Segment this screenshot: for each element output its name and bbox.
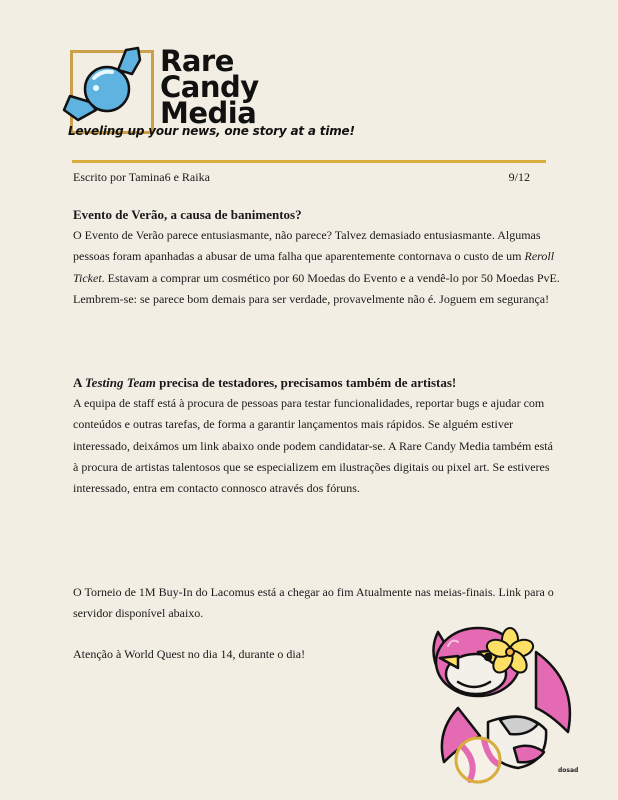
byline: Escrito por Tamina6 e Raika (73, 170, 210, 184)
brand-title-line: Rare (160, 44, 234, 78)
brand-title-line: Candy (160, 70, 259, 104)
page-number: 9/12 (508, 170, 530, 184)
article-body-emphasis: Reroll Ticket (73, 249, 555, 285)
header-divider (72, 160, 546, 163)
article-title-text: precisa de testadores, precisamos também de artistas! (155, 375, 457, 390)
note-text: Atenção à World Quest no dia 14, durante o dia! (73, 647, 306, 661)
article-title: Evento de Verão, a causa de banimentos? (73, 207, 302, 222)
brand-tagline: Leveling up your news, one story at a time! (68, 124, 355, 138)
article-testing-team (73, 372, 561, 499)
note-text: O Torneio de 1M Buy-In do Lacomus está a chegar ao fim Atualmente nas meias-finais. Link para o servidor disponível abaixo. (73, 585, 554, 621)
article-body (73, 225, 561, 310)
article-title-emphasis: Testing Team (84, 375, 156, 390)
article-body-text: . Estavam a comprar um cosmético por 60 Moedas do Evento e a vendê-lo por 50 Moedas PvE. Lembrem-se: se parece bom demais para ser verdade, provavelmente não é. Joguem em segurança! (73, 270, 560, 306)
article-title (73, 372, 561, 393)
brand-title (160, 44, 330, 130)
candy-icon (60, 44, 170, 124)
article-body-text: O Evento de Verão parece entusiasmante, não parece? Talvez demasiado entusiasmante. Algumas pessoas foram apanhadas a abusar de uma falha que aparentemente contornava o custo de um (73, 228, 541, 264)
article-body: A equipa de staff está à procura de pessoas para testar funcionalidades, reportar bugs e ajudar com conteúdos e outras tarefas, de forma a garantir lançamentos mais rápidos. Se alguém estiver interessado, deixámos um link abaixo onde podem candidatar-se. A Rare Candy Media também está à procura de artistas talentosos que se especializem em ilustrações digitais ou pixel art. Se estiveres interessado, entra em contacto connosco através dos fóruns. (73, 396, 553, 496)
brand-title-line: Media (160, 96, 257, 130)
artist-signature: dosad (558, 767, 579, 774)
article-title-text: A (73, 375, 85, 390)
article-summer-event (73, 204, 561, 310)
pink-creature-illustration (418, 612, 588, 787)
